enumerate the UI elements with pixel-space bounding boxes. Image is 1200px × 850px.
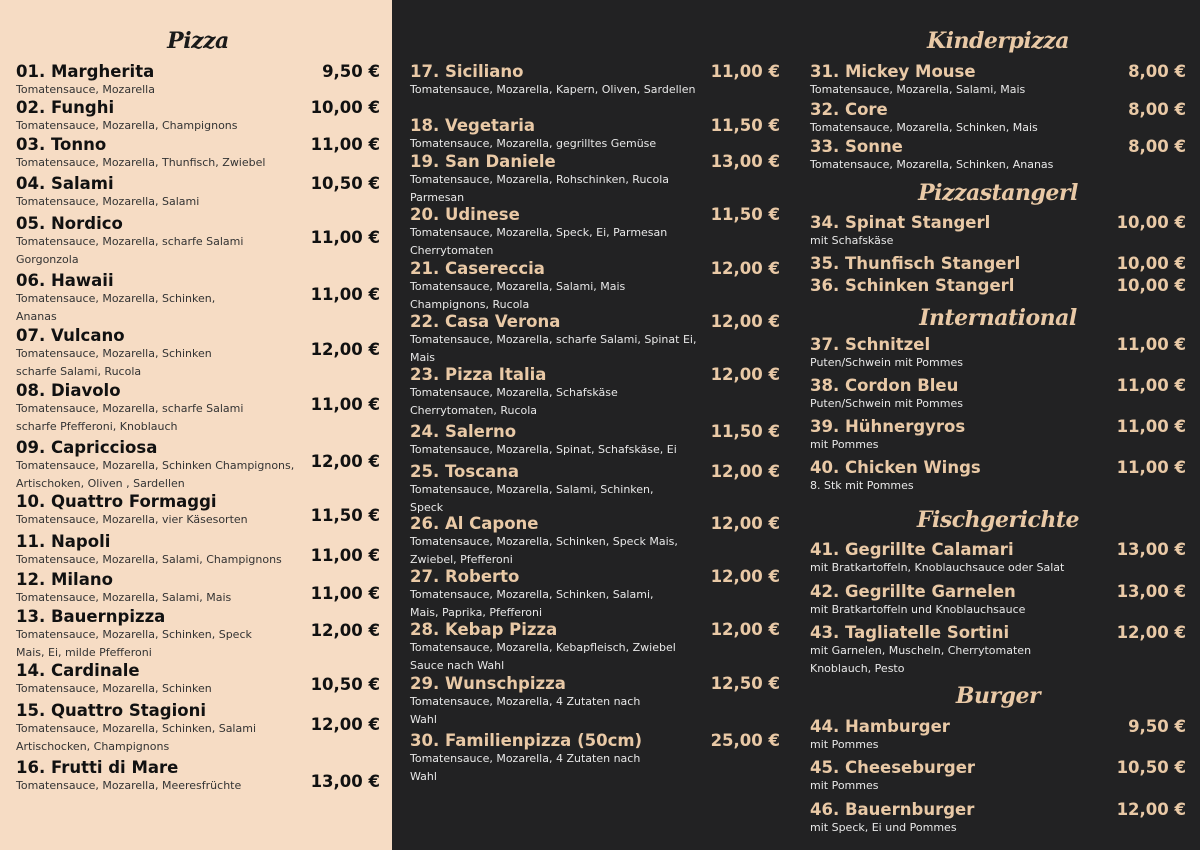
item-desc: Tomatensauce, Mozarella, scharfe Salami, Spinat Ei, Mais bbox=[410, 333, 697, 364]
item-price: 12,00 € bbox=[310, 621, 380, 640]
item-name: 24. Salerno bbox=[410, 422, 517, 441]
item-desc: Tomatensauce, Mozarella, Schinken, Ananas bbox=[810, 158, 1054, 171]
item-desc: 8. Stk mit Pommes bbox=[810, 479, 914, 492]
item-desc: Tomatensauce, Mozarella, Schinken scharfe Salami, Rucola bbox=[16, 347, 212, 378]
item-name: 19. San Daniele bbox=[410, 152, 556, 171]
item-name: 23. Pizza Italia bbox=[410, 365, 547, 384]
item-price: 13,00 € bbox=[710, 152, 780, 171]
item-price: 12,00 € bbox=[710, 514, 780, 533]
item-price: 12,00 € bbox=[710, 462, 780, 481]
item-desc: Tomatensauce, Mozarella, Salami bbox=[16, 195, 200, 208]
item-name: 21. Casereccia bbox=[410, 259, 545, 278]
item-price: 12,00 € bbox=[710, 312, 780, 331]
item-price: 11,00 € bbox=[310, 584, 380, 603]
item-name: 15. Quattro Stagioni bbox=[16, 701, 206, 720]
item-name: 08. Diavolo bbox=[16, 381, 121, 400]
item-price: 11,50 € bbox=[710, 205, 780, 224]
item-name: 06. Hawaii bbox=[16, 271, 114, 290]
heading-fischgerichte: Fischgerichte bbox=[916, 507, 1080, 533]
item-price: 12,00 € bbox=[310, 452, 380, 471]
item-name: 28. Kebap Pizza bbox=[410, 620, 558, 639]
item-desc: Tomatensauce, Mozarella, Schinken, Salami, Mais, Paprika, Pfefferoni bbox=[410, 588, 654, 619]
item-name: 43. Tagliatelle Sortini bbox=[810, 623, 1010, 642]
item-name: 39. Hühnergyros bbox=[810, 417, 966, 436]
item-desc: Tomatensauce, Mozarella, Schinken, Speck Mais, Ei, milde Pfefferoni bbox=[16, 628, 252, 659]
item-price: 12,00 € bbox=[1116, 800, 1186, 819]
item-price: 13,00 € bbox=[1116, 540, 1186, 559]
heading-international: International bbox=[919, 305, 1077, 331]
item-desc: mit Speck, Ei und Pommes bbox=[810, 821, 957, 834]
item-desc: Tomatensauce, Mozarella, Champignons bbox=[16, 119, 238, 132]
item-desc: Tomatensauce, Mozarella, Schinken bbox=[16, 682, 212, 695]
item-price: 11,00 € bbox=[310, 546, 380, 565]
item-desc: Tomatensauce, Mozarella, Schinken Champignons, Artischoken, Oliven , Sardellen bbox=[16, 459, 295, 490]
item-price: 11,50 € bbox=[710, 116, 780, 135]
item-desc: Tomatensauce, Mozarella, Rohschinken, Rucola Parmesan bbox=[410, 173, 670, 204]
item-price: 12,00 € bbox=[710, 259, 780, 278]
item-name: 40. Chicken Wings bbox=[810, 458, 981, 477]
item-name: 11. Napoli bbox=[16, 532, 111, 551]
item-price: 11,50 € bbox=[710, 422, 780, 441]
item-name: 04. Salami bbox=[16, 174, 114, 193]
item-desc: Tomatensauce, Mozarella, Meeresfrüchte bbox=[16, 779, 242, 792]
item-name: 33. Sonne bbox=[810, 137, 903, 156]
item-desc: Tomatensauce, Mozarella, 4 Zutaten nach Wahl bbox=[410, 752, 641, 783]
item-desc: mit Pommes bbox=[810, 438, 879, 451]
item-desc: mit Bratkartoffeln und Knoblauchsauce bbox=[810, 603, 1026, 616]
item-price: 10,50 € bbox=[310, 174, 380, 193]
item-desc: Tomatensauce, Mozarella, scharfe Salami scharfe Pfefferoni, Knoblauch bbox=[16, 402, 244, 433]
item-name: 37. Schnitzel bbox=[810, 335, 931, 354]
item-desc: Tomatensauce, Mozarella, Salami, Mais bbox=[16, 591, 232, 604]
item-name: 20. Udinese bbox=[410, 205, 520, 224]
item-desc: Tomatensauce, Mozarella, Thunfisch, Zwiebel bbox=[16, 156, 266, 169]
item-price: 12,00 € bbox=[710, 620, 780, 639]
item-price: 9,50 € bbox=[322, 62, 380, 81]
item-desc: Tomatensauce, Mozarella, vier Käsesorten bbox=[16, 513, 248, 526]
item-desc: mit Schafskäse bbox=[810, 234, 894, 247]
item-price: 11,00 € bbox=[1116, 417, 1186, 436]
item-desc: Tomatensauce, Mozarella, Salami, Mais bbox=[810, 83, 1026, 96]
item-name: 31. Mickey Mouse bbox=[810, 62, 976, 81]
item-price: 11,00 € bbox=[1116, 376, 1186, 395]
item-desc: mit Bratkartoffeln, Knoblauchsauce oder Salat bbox=[810, 561, 1065, 574]
item-name: 38. Cordon Bleu bbox=[810, 376, 959, 395]
item-price: 11,00 € bbox=[310, 135, 380, 154]
item-price: 25,00 € bbox=[710, 731, 780, 750]
item-desc: Tomatensauce, Mozarella, Kebapfleisch, Zwiebel Sauce nach Wahl bbox=[410, 641, 676, 672]
item-name: 02. Funghi bbox=[16, 98, 115, 117]
heading-kinderpizza: Kinderpizza bbox=[927, 28, 1069, 54]
item-desc: mit Garnelen, Muscheln, Cherrytomaten Knoblauch, Pesto bbox=[810, 644, 1032, 675]
item-name: 42. Gegrillte Garnelen bbox=[810, 582, 1016, 601]
item-price: 11,50 € bbox=[310, 506, 380, 525]
item-price: 10,00 € bbox=[1116, 254, 1186, 273]
item-desc: Tomatensauce, Mozarella, Salami, Champignons bbox=[16, 553, 282, 566]
item-name: 45. Cheeseburger bbox=[810, 758, 976, 777]
item-name: 36. Schinken Stangerl bbox=[810, 276, 1015, 295]
item-desc: Tomatensauce, Mozarella, Schafskäse Cherrytomaten, Rucola bbox=[410, 386, 618, 417]
item-name: 03. Tonno bbox=[16, 135, 107, 154]
item-price: 10,00 € bbox=[1116, 213, 1186, 232]
item-desc: Tomatensauce, Mozarella bbox=[16, 83, 155, 96]
item-price: 12,00 € bbox=[710, 567, 780, 586]
item-name: 32. Core bbox=[810, 100, 888, 119]
item-price: 13,00 € bbox=[1116, 582, 1186, 601]
item-name: 30. Familienpizza (50cm) bbox=[410, 731, 643, 750]
item-name: 14. Cardinale bbox=[16, 661, 140, 680]
heading-pizza: Pizza bbox=[167, 28, 229, 54]
item-price: 11,00 € bbox=[310, 228, 380, 247]
item-price: 11,00 € bbox=[1116, 458, 1186, 477]
item-desc: Puten/Schwein mit Pommes bbox=[810, 356, 963, 369]
item-desc: Tomatensauce, Mozarella, Schinken, Speck Mais, Zwiebel, Pfefferoni bbox=[410, 535, 678, 566]
item-price: 12,00 € bbox=[310, 340, 380, 359]
item-name: 35. Thunfisch Stangerl bbox=[810, 254, 1021, 273]
item-name: 27. Roberto bbox=[410, 567, 520, 586]
heading-pizzastangerl: Pizzastangerl bbox=[918, 180, 1078, 206]
item-price: 8,00 € bbox=[1128, 137, 1186, 156]
item-name: 10. Quattro Formaggi bbox=[16, 492, 217, 511]
item-desc: mit Pommes bbox=[810, 738, 879, 751]
item-price: 12,00 € bbox=[710, 365, 780, 384]
item-desc: Tomatensauce, Mozarella, Spinat, Schafskäse, Ei bbox=[410, 443, 677, 456]
item-price: 12,00 € bbox=[1116, 623, 1186, 642]
item-name: 41. Gegrillte Calamari bbox=[810, 540, 1014, 559]
item-desc: Tomatensauce, Mozarella, gegrilltes Gemüse bbox=[410, 137, 657, 150]
item-name: 07. Vulcano bbox=[16, 326, 125, 345]
item-desc: Tomatensauce, Mozarella, Schinken, Salami Artischocken, Champignons bbox=[16, 722, 257, 753]
item-price: 12,00 € bbox=[310, 715, 380, 734]
item-price: 11,00 € bbox=[710, 62, 780, 81]
item-name: 25. Toscana bbox=[410, 462, 519, 481]
item-name: 46. Bauernburger bbox=[810, 800, 975, 819]
item-name: 29. Wunschpizza bbox=[410, 674, 566, 693]
item-desc: Tomatensauce, Mozarella, 4 Zutaten nach Wahl bbox=[410, 695, 641, 726]
item-price: 13,00 € bbox=[310, 772, 380, 791]
heading-burger: Burger bbox=[955, 683, 1041, 709]
item-desc: Tomatensauce, Mozarella, Kapern, Oliven, Sardellen bbox=[410, 83, 696, 96]
item-price: 8,00 € bbox=[1128, 62, 1186, 81]
item-name: 34. Spinat Stangerl bbox=[810, 213, 991, 232]
item-name: 26. Al Capone bbox=[410, 514, 539, 533]
item-name: 16. Frutti di Mare bbox=[16, 758, 179, 777]
item-desc: Tomatensauce, Mozarella, Speck, Ei, Parmesan Cherrytomaten bbox=[410, 226, 668, 257]
item-desc: mit Pommes bbox=[810, 779, 879, 792]
item-name: 22. Casa Verona bbox=[410, 312, 561, 331]
item-price: 10,00 € bbox=[310, 98, 380, 117]
item-price: 9,50 € bbox=[1128, 717, 1186, 736]
item-name: 12. Milano bbox=[16, 570, 113, 589]
item-desc: Tomatensauce, Mozarella, Schinken, Ananas bbox=[16, 292, 216, 323]
item-price: 10,00 € bbox=[1116, 276, 1186, 295]
item-desc: Tomatensauce, Mozarella, Salami, Schinken, Speck bbox=[410, 483, 654, 514]
item-name: 05. Nordico bbox=[16, 214, 123, 233]
item-name: 17. Siciliano bbox=[410, 62, 524, 81]
item-price: 11,00 € bbox=[310, 395, 380, 414]
item-price: 11,00 € bbox=[310, 285, 380, 304]
item-desc: Tomatensauce, Mozarella, Salami, Mais Champignons, Rucola bbox=[410, 280, 626, 311]
item-desc: Puten/Schwein mit Pommes bbox=[810, 397, 963, 410]
item-price: 12,50 € bbox=[710, 674, 780, 693]
item-name: 44. Hamburger bbox=[810, 717, 950, 736]
item-name: 13. Bauernpizza bbox=[16, 607, 166, 626]
item-price: 8,00 € bbox=[1128, 100, 1186, 119]
item-price: 10,50 € bbox=[1116, 758, 1186, 777]
item-price: 10,50 € bbox=[310, 675, 380, 694]
item-name: 09. Capricciosa bbox=[16, 438, 158, 457]
item-name: 01. Margherita bbox=[16, 62, 155, 81]
item-desc: Tomatensauce, Mozarella, Schinken, Mais bbox=[810, 121, 1038, 134]
item-desc: Tomatensauce, Mozarella, scharfe Salami Gorgonzola bbox=[16, 235, 244, 266]
item-price: 11,00 € bbox=[1116, 335, 1186, 354]
item-name: 18. Vegetaria bbox=[410, 116, 535, 135]
